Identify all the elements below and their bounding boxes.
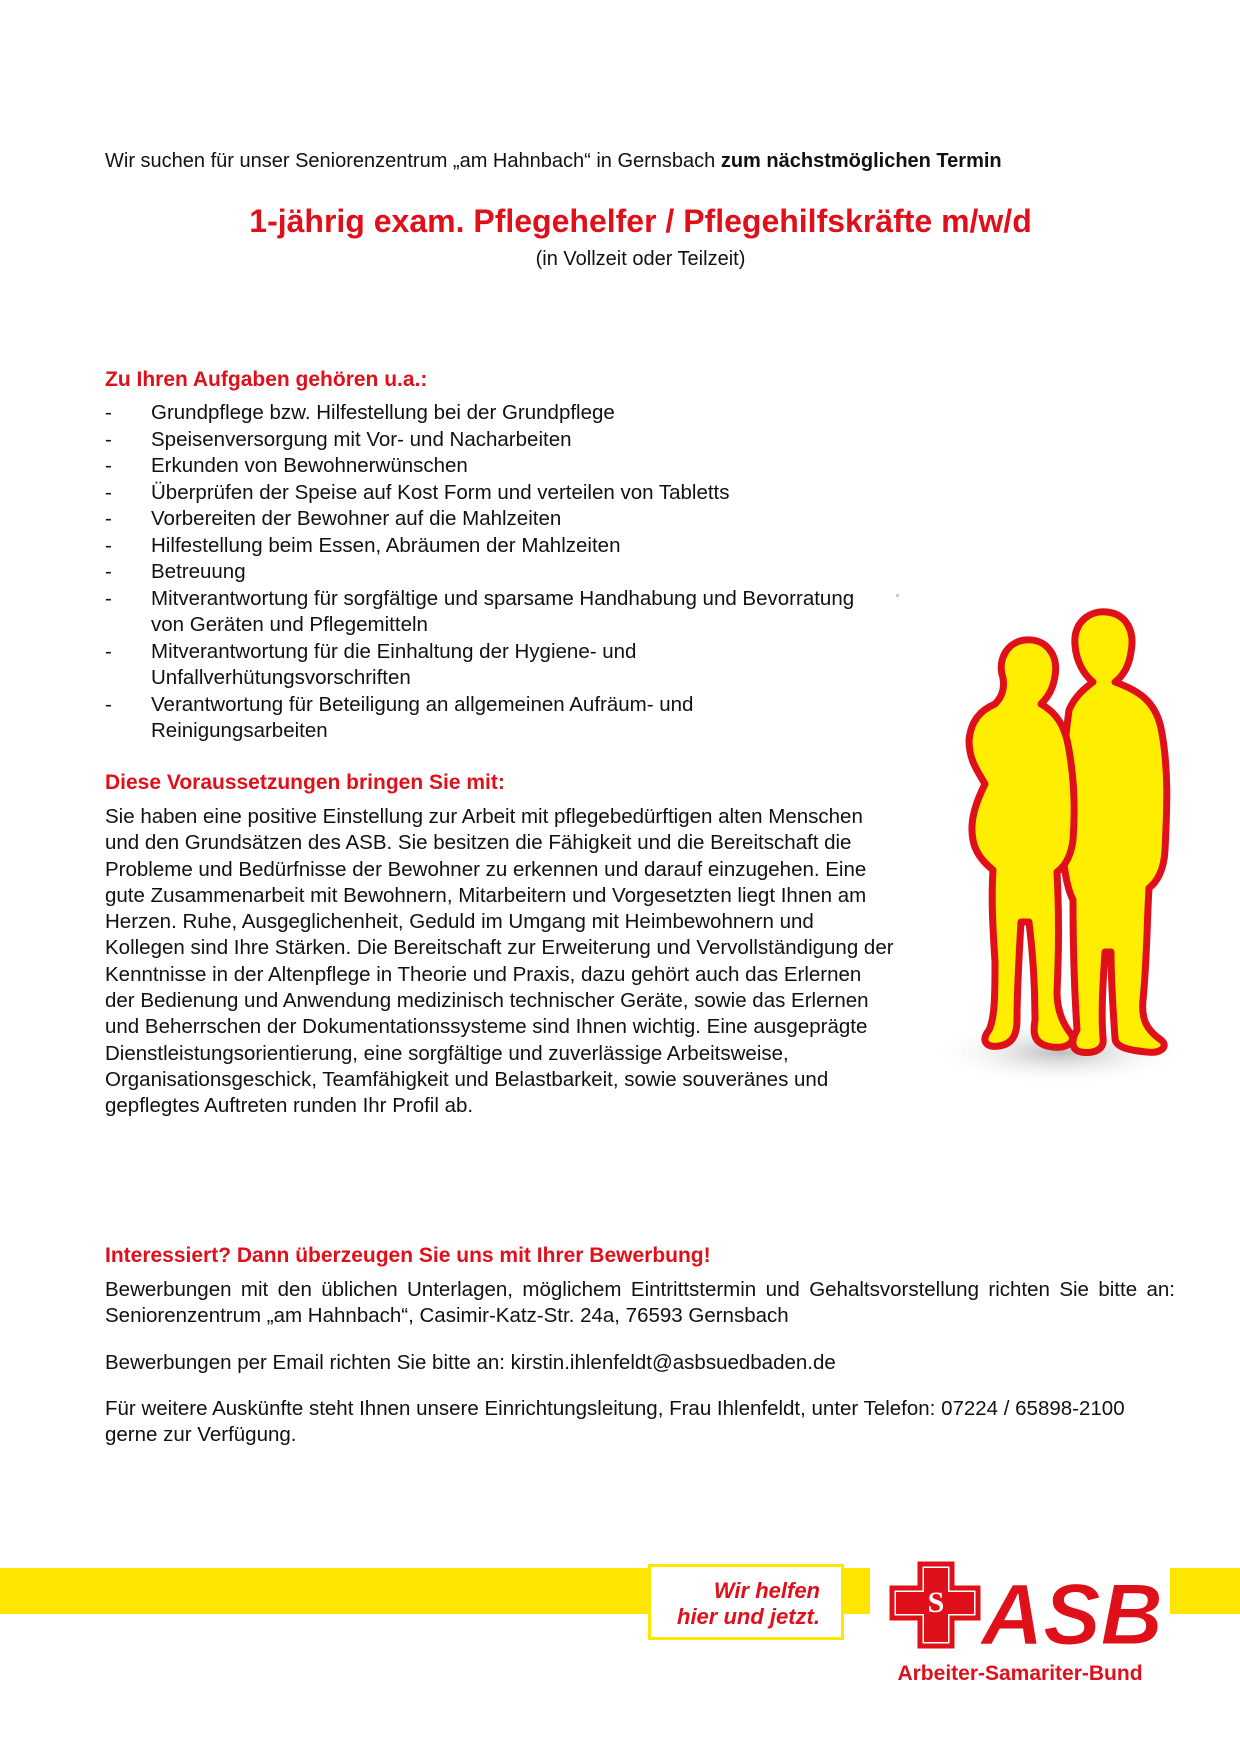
list-item: - Vorbereiten der Bewohner auf die Mahlzeiten bbox=[105, 507, 562, 530]
intro-line bbox=[105, 150, 1185, 173]
slogan: Wir helfen hier und jetzt. bbox=[677, 1578, 820, 1629]
people-silhouette-image bbox=[925, 600, 1185, 1090]
list-item: - Betreuung bbox=[105, 560, 246, 583]
contact-phone: Für weitere Auskünfte steht Ihnen unsere Einrichtungsleitung, Frau Ihlenfeldt, unter Telefon: 07224 / 65898-2100 bbox=[105, 1396, 1125, 1420]
asb-logo-icon bbox=[870, 1556, 1170, 1666]
list-item: - Erkunden von Bewohnerwünschen bbox=[105, 454, 468, 477]
requirements-text: Sie haben eine positive Einstellung zur Arbeit mit pflegebedürftigen alten Menschen und den Grundsätzen des ASB. Sie besitzen die Fähigkeit und die Bereitschaft die Probleme und Bedürfnisse der Bewohner zu erkennen und darauf einzugehen. Eine gute Zusammenarbeit mit Bewohnern, Mitarbeitern und Vorgesetzten liegt Ihnen am Herzen. Ruhe, Ausgeglichenheit, Geduld im Umgang mit Heimbewohnern und Kollegen sind Ihre Stärken. Die Bereitschaft zur Erweiterung und Vervollständigung der Kenntnisse in der Altenpflege in Theorie und Praxis, dazu gehört auch das Erlernen der Bedienung und Anwendung medizinisch technischer Geräte, sowie das Erlernen und Beherrschen der Dokumentationssysteme sind Ihnen wichtig. Eine ausgeprägte Dienstleistungsorientierung, eine sorgfältige und zuverlässige Arbeitsweise, Organisationsgeschick, Teamfähigkeit und Belastbarkeit, sowie souveränes und gepflegtes Auftreten runden Ihr Profil ab. bbox=[105, 805, 894, 1118]
list-item: - Grundpflege bzw. Hilfestellung bei der Grundpflege bbox=[105, 401, 615, 424]
contact-block bbox=[105, 1277, 1175, 1448]
list-item: - Mitverantwortung für die Einhaltung der Hygiene- und Unfallverhütungsvorschriften bbox=[105, 639, 637, 689]
intro-text: Wir suchen für unser Seniorenzentrum „am Hahnbach“ in Gernsbach bbox=[105, 150, 721, 172]
job-title: 1-jährig exam. Pflegehelfer / Pflegehilfskräfte m/w/d bbox=[249, 203, 1032, 239]
contact-address: Bewerbungen mit den üblichen Unterlagen, möglichem Eintrittstermin und Gehaltsvorstellung richten Sie bitte an: Seniorenzentrum „am Hahnbach“, Casimir-Katz-Str. 24a, 76593 Gernsbach bbox=[105, 1278, 1175, 1328]
contact-closing: gerne zur Verfügung. bbox=[105, 1423, 297, 1447]
cross-letter: S bbox=[927, 1586, 945, 1619]
list-item: - Verantwortung für Beteiligung an allgemeinen Aufräum- und Reinigungsarbeiten bbox=[105, 692, 694, 742]
list-item: - Überprüfen der Speise auf Kost Form und verteilen von Tabletts bbox=[105, 480, 730, 504]
contact-email: Bewerbungen per Email richten Sie bitte an: kirstin.ihlenfeldt@asbsuedbaden.de bbox=[105, 1350, 836, 1374]
list-item: - Hilfestellung beim Essen, Abräumen der Mahlzeiten bbox=[105, 533, 621, 557]
org-name: Arbeiter-Samariter-Bund bbox=[897, 1662, 1143, 1685]
intro-bold: zum nächstmöglichen Termin bbox=[720, 150, 1002, 172]
logo-wordmark: ASB bbox=[981, 1567, 1163, 1663]
asb-logo bbox=[870, 1556, 1170, 1666]
tasks-list bbox=[105, 400, 865, 745]
list-item: - Mitverantwortung für sorgfältige und sparsame Handhabung und Bevorratung von Geräten und Pflegemitteln bbox=[105, 586, 855, 636]
list-item: - Speisenversorgung mit Vor- und Nacharbeiten bbox=[105, 427, 572, 451]
contact-heading: Interessiert? Dann überzeugen Sie uns mit Ihrer Bewerbung! bbox=[105, 1244, 711, 1267]
tasks-heading: Zu Ihren Aufgaben gehören u.a.: bbox=[105, 368, 428, 391]
requirements-heading: Diese Voraussetzungen bringen Sie mit: bbox=[105, 771, 505, 794]
job-subtitle: (in Vollzeit oder Teilzeit) bbox=[535, 248, 746, 270]
stray-dot bbox=[896, 594, 899, 597]
